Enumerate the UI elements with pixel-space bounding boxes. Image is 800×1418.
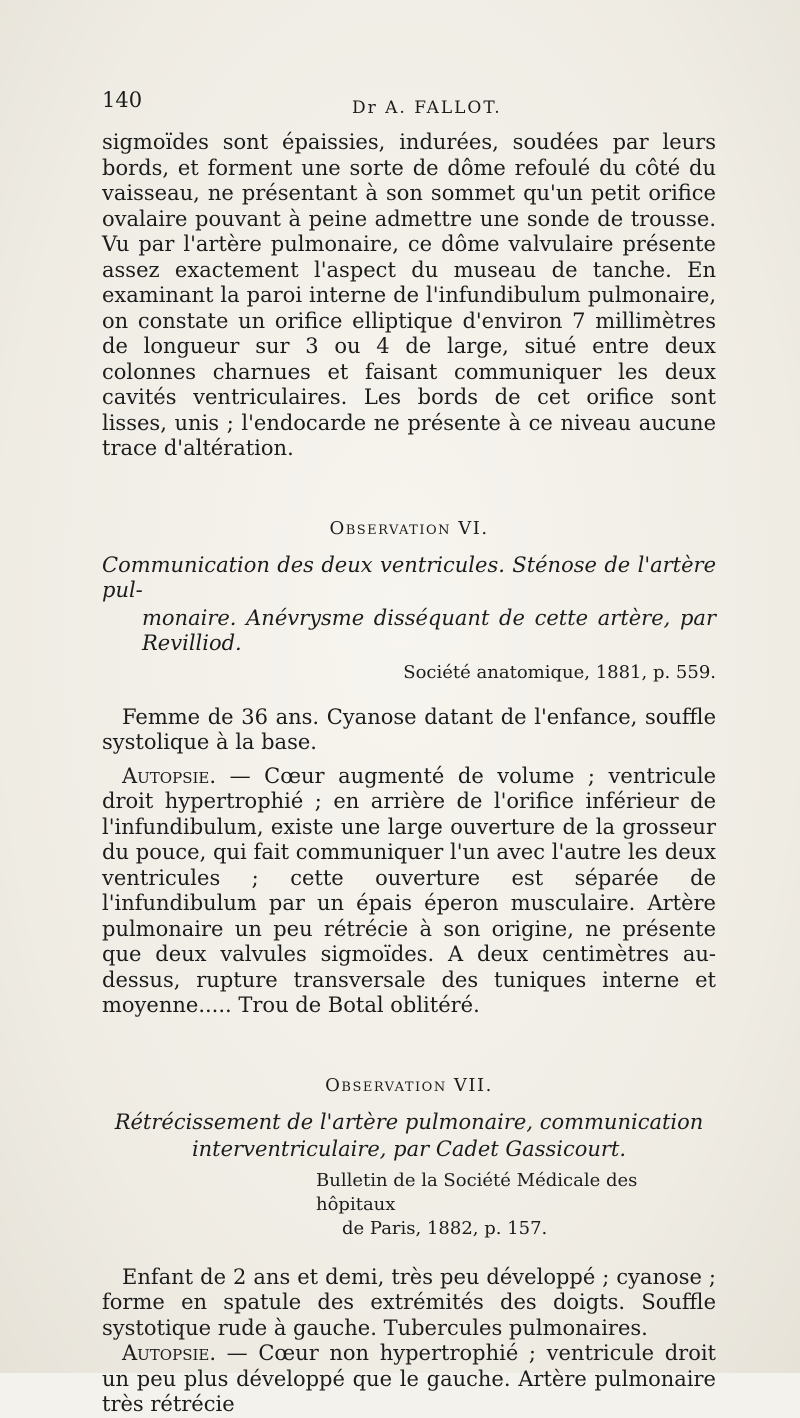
observation-7-source [316,1169,716,1241]
observation-7-heading: Observation VII. [325,1074,493,1096]
observation-6-paragraph2 [102,764,716,1019]
observation-6-heading: Observation VI. [329,517,489,539]
observation-6-source: Société anatomique, 1881, p. 559. [403,661,716,683]
observation-7-source-line1: Bulletin de la Société Médicale des hôpitaux [316,1169,638,1215]
observation-6 [102,518,716,1019]
observation-7-paragraph2 [102,1341,716,1418]
autopsy-label: Autopsie. — [122,1341,248,1365]
observation-7-title-line2: interventriculaire, par Cadet Gassicourt. [191,1137,627,1161]
running-head: Dr A. FALLOT. [352,98,502,118]
observation-7-paragraph1: Enfant de 2 ans et demi, très peu développé ; cyanose ; forme en spatule des extrémités des doigts. Souffle systotique rude à gauche. Tubercules pulmonaires. [102,1264,716,1340]
observation-6-paragraph1: Femme de 36 ans. Cyanose datant de l'enfance, souffle systolique à la base. [102,704,716,754]
page-number: 140 [102,88,143,112]
observation-7 [102,1075,716,1418]
observation-6-title-line1: Communication des deux ventricules. Sténose de l'artère pul- [102,552,716,602]
observation-6-title-line2: monaire. Anévrysme disséquant de cette artère, par Revilliod. [142,605,716,655]
autopsy-label: Autopsie. — [122,763,251,788]
opening-paragraph: sigmoïdes sont épaissies, indurées, soudées par leurs bords, et forment une sorte de dôme refoulé du côté du vaisseau, ne présentant à son sommet qu'un petit orifice ovalaire pouvant à peine admettre une sonde de trousse. Vu par l'artère pulmonaire, ce dôme valvulaire présente assez exactement l'aspect du museau de tanche. En examinant la paroi interne de l'infundibulum pulmonaire, on constate un orifice elliptique d'environ 7 millimètres de longueur sur 3 ou 4 de large, situé entre deux colonnes charnues et faisant communiquer les deux cavités ventriculaires. Les bords de cet orifice sont lisses, unis ; l'endocarde ne présente à ce niveau aucune trace d'altération. [102,130,716,460]
observation-7-source-line2: de Paris, 1882, p. 157. [342,1217,548,1239]
observation-7-title-line1: Rétrécissement de l'artère pulmonaire, communication [114,1109,704,1134]
observation-7-paragraph2-text: Cœur non hypertrophié ; ventricule droit un peu plus développé que le gauche. Artère pulmonaire très rétrécie [102,1341,716,1416]
page-header [102,88,716,128]
observation-6-paragraph2-text: Cœur augmenté de volume ; ventricule droit hypertrophié ; en arrière de l'orifice inférieur de l'infundibulum, existe une large ouverture de la grosseur du pouce, qui fait communiquer l'un avec l'autre les deux ventricules ; cette ouverture est séparée de l'infundibulum par un épais éperon musculaire. Artère pulmonaire un peu rétrécie à son origine, ne présente que deux valvules sigmoïdes. A deux centimètres au-dessus, rupture transversale des tuniques interne et moyenne..... Trou de Botal oblitéré. [102,763,716,1017]
